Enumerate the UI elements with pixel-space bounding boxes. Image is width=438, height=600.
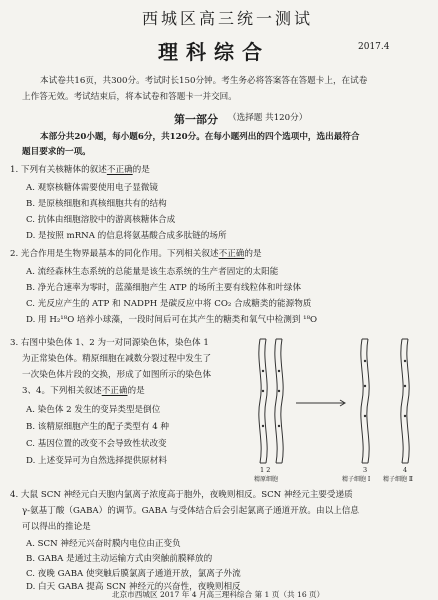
q1-option-a: A. 观察核糖体需要使用电子显微镜 (26, 183, 158, 193)
exam-date: 2017.4 (358, 42, 390, 52)
q3-stem-emph: 不正确 (101, 386, 128, 396)
q1-option-d: D. 是按照 mRNA 的信息将氨基酸合成多肽链的场所 (26, 231, 227, 241)
exam-title: 西城区高三统一测试 (142, 9, 314, 28)
q3-option-b: B. 该精原细胞产生的配子类型有 4 种 (26, 422, 170, 432)
q4-stem-line-2: γ-氨基丁酸（GABA）的调节。GABA 与受体结合后会引起氯离子通道开放。由以上信息 (22, 506, 359, 516)
intro-line-2: 上作答无效。考试结束后，将本试卷和答题卡一并交回。 (22, 92, 237, 102)
q2-option-d: D. 用 H₂¹⁸O 培养小球藻，一段时间后可在其产生的糖类和氧气中检测到 ¹⁸O (26, 315, 318, 325)
part-subtitle: （选择题 共120分） (228, 113, 308, 123)
figure-caption-mid: 精子细胞 Ⅰ (342, 476, 371, 483)
q1-stem-text: 1. 下列有关核糖体的叙述 (10, 165, 107, 175)
page-footer: 北京市西城区 2017 年 4 月高三理科综合 第 1 页（共 16 页） (112, 590, 325, 599)
chromosome-figure (250, 331, 432, 481)
q1-option-c: C. 抗体由细胞溶胶中的游离核糖体合成 (26, 215, 176, 225)
figure-label-12: 1 2 (260, 466, 271, 474)
q4-option-a: A. SCN 神经元兴奋时膜内电位由正变负 (26, 539, 181, 549)
q4-option-b: B. GABA 是通过主动运输方式由突触前膜释放的 (26, 554, 213, 564)
q4-option-c: C. 夜晚 GABA 使突触后膜氯离子通道开放，氯离子外流 (26, 569, 241, 579)
q2-stem-emph: 不正确 (218, 249, 245, 259)
q2-stem-end: 的是 (244, 249, 262, 259)
q2-option-a: A. 流经森林生态系统的总能量是该生态系统的生产者固定的太阳能 (26, 267, 279, 277)
q3-stem-end: 的是 (127, 386, 145, 396)
q3-stem-line-4 (22, 385, 145, 397)
intro-line-1: 本试卷共16页，共300分。考试时长150分钟。考生务必将答案答在答题卡上，在试卷 (40, 76, 368, 86)
q3-option-a: A. 染色体 2 发生的变异类型是倒位 (26, 405, 161, 415)
q2-option-b: B. 净光合速率为零时，蓝藻细胞产生 ATP 的场所主要有线粒体和叶绿体 (26, 283, 302, 293)
q1-option-b: B. 是原核细胞和真核细胞共有的结构 (26, 199, 167, 209)
q2-option-c: C. 光反应产生的 ATP 和 NADPH 是碳反应中将 CO₂ 合成糖类的能源物质 (26, 299, 312, 309)
figure-label-3: 3 (363, 466, 368, 474)
q1-stem-emph: 不正确 (106, 165, 133, 175)
chromosome-4 (401, 339, 403, 463)
figure-caption-left: 精原细胞 (254, 476, 279, 483)
q1-stem-end: 的是 (132, 165, 150, 175)
figure-caption-right: 精子细胞 Ⅱ (383, 476, 413, 483)
part-desc-1: 本部分共20小题，每小题6分，共120分。在每小题列出的四个选项中，选出最符合 (40, 132, 360, 142)
part-desc-2: 题目要求的一项。 (22, 147, 91, 157)
q3-stem-text: 3、4。下列相关叙述 (22, 386, 102, 396)
q4-stem-line-1: 4. 大鼠 SCN 神经元白天胞内氯离子浓度高于胞外，夜晚则相反。SCN 神经元主要受递质 (10, 490, 353, 500)
chromosome-2 (275, 339, 277, 463)
q3-stem-line-1: 3. 右图中染色体 1、2 为一对同源染色体，染色体 1 (10, 338, 209, 348)
chromosome-3 (361, 339, 363, 463)
figure-label-4: 4 (403, 466, 408, 474)
q4-stem-line-3: 可以得出的推论是 (22, 522, 91, 532)
part-title: 第一部分 (174, 113, 218, 126)
question-2-stem (10, 248, 262, 260)
q3-option-c: C. 基因位置的改变不会导致性状改变 (26, 439, 167, 449)
q4-option-d: D. 白天 GABA 提高 SCN 神经元的兴奋性，夜晚则相反 (26, 582, 241, 592)
question-1-stem (10, 164, 150, 176)
q3-option-d: D. 上述变异可为自然选择提供原材料 (26, 456, 167, 466)
q3-stem-line-3: 一次染色体片段的交换，形成了如图所示的染色体 (22, 370, 212, 380)
q3-stem-line-2: 为正常染色体。精原细胞在减数分裂过程中发生了 (22, 354, 212, 364)
exam-subject: 理科综合 (158, 40, 270, 64)
q2-stem-text: 2. 光合作用是生物界最基本的同化作用。下列相关叙述 (10, 249, 219, 259)
chromosome-1 (259, 339, 261, 463)
